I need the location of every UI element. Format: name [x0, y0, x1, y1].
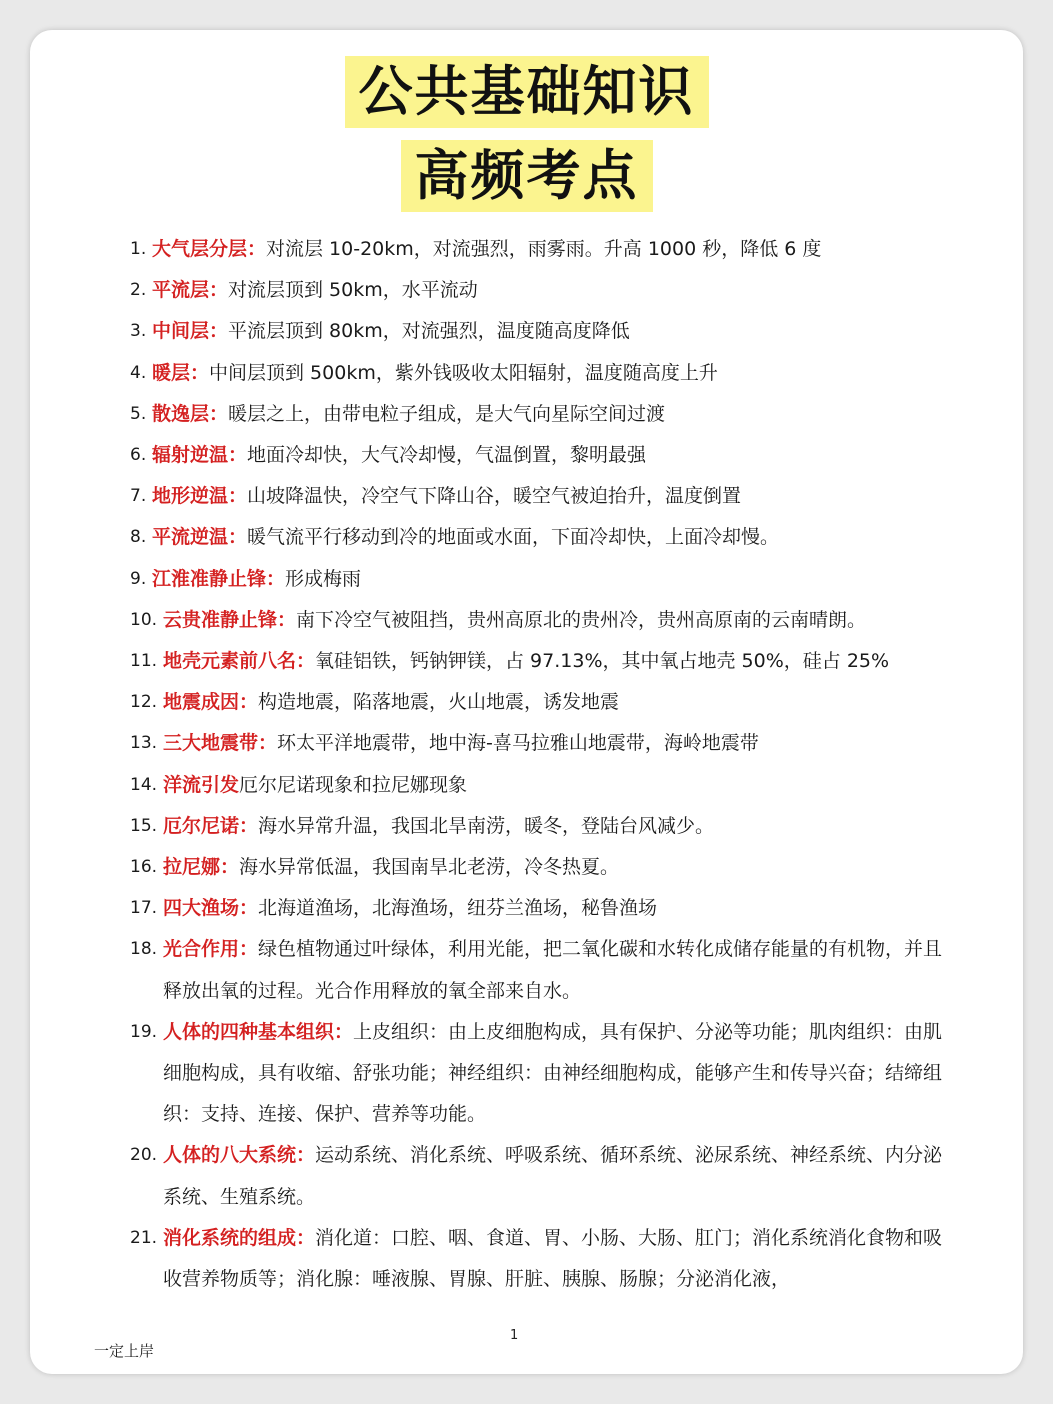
item-number: 7.	[130, 486, 147, 507]
item-number: 2.	[130, 280, 147, 301]
item-text: 北海道渔场，北海渔场，纽芬兰渔场，秘鲁渔场	[258, 897, 658, 920]
item-keyword: 大气层分层：	[152, 238, 267, 260]
list-item	[130, 888, 960, 929]
item-number: 18.	[130, 939, 158, 960]
item-text: 上皮组织：由上皮细胞构成，具有保护、分泌等功能；肌肉组织：由肌细胞构成，具有收缩、舒张功能；神经组织：由神经细胞构成，能够产生和传导兴奋；结缔组织：支持、连接、保护、营养等功能。	[163, 1020, 943, 1126]
item-text: 运动系统、消化系统、呼吸系统、循环系统、泌尿系统、神经系统、内分泌系统、生殖系统。	[163, 1144, 943, 1208]
item-number: 5.	[130, 403, 147, 424]
list-item	[130, 641, 960, 682]
item-keyword: 散逸层：	[152, 402, 229, 425]
title-line-1-wrap	[30, 56, 1023, 128]
item-keyword: 平流逆温：	[152, 526, 248, 549]
item-text: 氧硅铝铁，钙钠钾镁，占 97.13%，其中氧占地壳 50%，硅占 25%	[315, 650, 890, 673]
title-line-2: 高频考点	[401, 140, 653, 212]
item-keyword: 洋流引发	[163, 773, 240, 796]
item-text: 绿色植物通过叶绿体，利用光能，把二氧化碳和水转化成储存能量的有机物，并且释放出氧的过程。光合作用释放的氧全部来自水。	[163, 938, 943, 1002]
page-number: 1	[510, 1328, 519, 1343]
item-number: 20.	[130, 1145, 158, 1166]
list-item	[130, 806, 960, 847]
item-keyword: 辐射逆温：	[152, 444, 248, 467]
knowledge-list	[130, 229, 960, 1300]
item-text: 暖层之上，由带电粒子组成，是大气向星际空间过渡	[228, 402, 666, 425]
item-text: 消化道：口腔、咽、食道、胃、小肠、大肠、肛门；消化系统消化食物和吸收营养物质等；消化腺：唾液腺、胃腺、肝脏、胰腺、肠腺；分泌消化液，	[163, 1226, 943, 1291]
item-keyword: 消化系统的组成：	[163, 1226, 316, 1249]
item-number: 15.	[130, 815, 158, 836]
document-page	[30, 30, 1023, 1374]
list-item	[130, 435, 960, 476]
item-number: 11.	[130, 651, 158, 672]
item-number: 1.	[130, 239, 147, 259]
item-keyword: 平流层：	[152, 279, 229, 302]
list-item	[130, 517, 960, 558]
item-keyword: 四大渔场：	[163, 897, 259, 920]
item-text: 海水异常升温，我国北旱南涝，暖冬，登陆台风减少。	[258, 814, 715, 837]
list-item	[130, 600, 960, 641]
list-item	[130, 476, 960, 517]
item-keyword: 拉尼娜：	[163, 856, 240, 879]
item-text: 中间层顶到 500km，紫外钱吸收太阳辐射，温度随高度上升	[209, 361, 718, 384]
item-number: 14.	[130, 774, 158, 795]
item-text: 厄尔尼诺现象和拉尼娜现象	[239, 773, 468, 796]
list-item	[130, 765, 960, 806]
item-keyword: 厄尔尼诺：	[163, 814, 259, 837]
list-item	[130, 353, 960, 394]
item-number: 8.	[130, 527, 147, 548]
item-keyword: 地震成因：	[163, 691, 259, 714]
item-text: 环太平洋地震带，地中海-喜马拉雅山地震带，海岭地震带	[277, 732, 759, 755]
item-text: 地面冷却快，大气冷却慢，气温倒置，黎明最强	[247, 444, 647, 467]
item-keyword: 地壳元素前八名：	[163, 650, 316, 673]
list-item	[130, 1218, 960, 1300]
item-keyword: 暖层：	[152, 361, 210, 384]
item-number: 10.	[130, 609, 158, 630]
list-item	[130, 682, 960, 723]
item-text: 形成梅雨	[285, 567, 362, 590]
list-item	[130, 847, 960, 888]
item-number: 3.	[130, 321, 147, 342]
item-number: 19.	[130, 1021, 158, 1042]
item-number: 21.	[130, 1227, 158, 1248]
item-keyword: 三大地震带：	[163, 732, 278, 755]
item-keyword: 云贵准静止锋：	[163, 608, 297, 631]
item-keyword: 人体的四种基本组织：	[163, 1020, 354, 1043]
item-text: 对流层 10-20km，对流强烈，雨雾雨。升高 1000 秒，降低 6 度	[266, 238, 822, 260]
list-item	[130, 394, 960, 435]
item-text: 南下冷空气被阻挡，贵州高原北的贵州冷，贵州高原南的云南晴朗。	[296, 608, 867, 631]
item-keyword: 中间层：	[152, 320, 229, 343]
item-keyword: 人体的八大系统：	[163, 1144, 316, 1167]
list-item	[130, 270, 960, 311]
item-number: 17.	[130, 898, 158, 919]
item-keyword: 光合作用：	[163, 938, 259, 961]
item-text: 山坡降温快，冷空气下降山谷，暖空气被迫抬升，温度倒置	[247, 485, 742, 508]
list-item	[130, 559, 960, 600]
item-number: 4.	[130, 362, 147, 383]
item-text: 暖气流平行移动到冷的地面或水面，下面冷却快，上面冷却慢。	[247, 526, 780, 549]
list-item	[130, 723, 960, 764]
item-number: 9.	[130, 568, 147, 589]
list-item	[130, 1012, 960, 1136]
item-text: 对流层顶到 50km，水平流动	[228, 279, 478, 302]
item-text: 海水异常低温，我国南旱北老涝，冷冬热夏。	[239, 856, 620, 879]
item-keyword: 江淮准静止锋：	[152, 567, 286, 590]
item-number: 13.	[130, 733, 158, 754]
list-item	[130, 1135, 960, 1217]
item-number: 6.	[130, 445, 147, 466]
list-item	[130, 311, 960, 352]
list-item	[130, 229, 960, 270]
title-line-1: 公共基础知识	[345, 56, 709, 128]
item-keyword: 地形逆温：	[152, 485, 248, 508]
item-text: 构造地震，陷落地震，火山地震，诱发地震	[258, 691, 620, 714]
item-number: 12.	[130, 692, 158, 713]
item-number: 16.	[130, 857, 158, 878]
footer-slogan: 一定上岸	[94, 1342, 155, 1360]
item-text: 平流层顶到 80km，对流强烈，温度随高度降低	[228, 320, 630, 343]
title-line-2-wrap	[30, 140, 1023, 212]
list-item	[130, 929, 960, 1011]
